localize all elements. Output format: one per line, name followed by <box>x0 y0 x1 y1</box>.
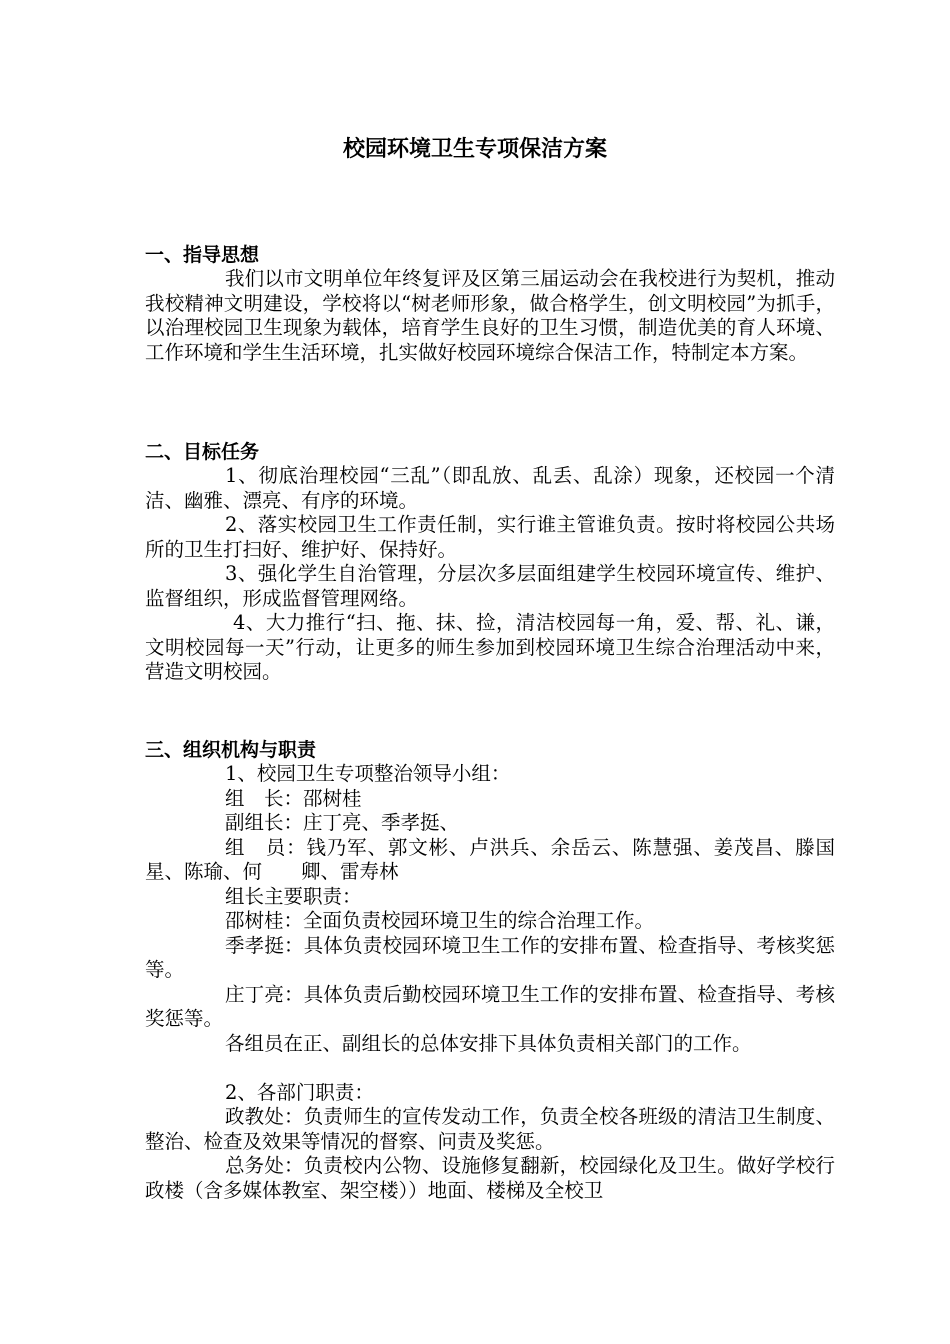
paragraph: 2、各部门职责： <box>225 1080 374 1104</box>
paragraph: 政教处：负责师生的宣传发动工作，负责全校各班级的清洁卫生制度、整治、检查及效果等情况的督察、问责及奖惩。 <box>145 1105 835 1153</box>
paragraph: 各组员在正、副组长的总体安排下具体负责相关部门的工作。 <box>225 1031 752 1055</box>
paragraph: 邵树桂：全面负责校园环境卫生的综合治理工作。 <box>225 909 655 932</box>
paragraph: 组 员：钱乃军、郭文彬、卢洪兵、余岳云、陈慧强、姜茂昌、滕国星、陈瑜、何 卿、雷寿林 <box>145 835 835 883</box>
paragraph: 庄丁亮：具体负责后勤校园环境卫生工作的安排布置、检查指导、考核奖惩等。 <box>145 982 835 1030</box>
paragraph: 我们以市文明单位年终复评及区第三届运动会在我校进行为契机，推动我校精神文明建设，学校将以“树老师形象，做合格学生，创文明校园”为抓手，以治理校园卫生现象为载体，培育学生良好的卫生习惯，制造优美的育人环境、工作环境和学生生活环境，扎实做好校园环境综合保洁工作，特制定本方案。 <box>145 267 835 364</box>
paragraph: 1、彻底治理校园“三乱”（即乱放、乱丢、乱涂）现象，还校园一个清洁、幽雅、漂亮、有序的环境。 <box>145 464 835 512</box>
document-title: 校园环境卫生专项保洁方案 <box>342 137 607 162</box>
paragraph: 组长主要职责： <box>225 884 362 908</box>
paragraph: 4、大力推行“扫、拖、抹、捡，清洁校园每一角，爱、帮、礼、谦，文明校园每一天”行动，让更多的师生参加到校园环境卫生综合治理活动中来，营造文明校园。 <box>145 611 835 683</box>
section-heading: 二、目标任务 <box>145 441 260 463</box>
paragraph: 副组长：庄丁亮、季孝挺、 <box>225 811 460 834</box>
section-heading: 三、组织机构与职责 <box>145 739 317 761</box>
section-goals-tasks <box>145 440 835 685</box>
paragraph: 组 长：邵树桂 <box>225 786 362 810</box>
blank-line <box>145 1056 835 1081</box>
section-heading: 一、指导思想 <box>145 244 260 266</box>
paragraph: 3、强化学生自治管理，分层次多层面组建学生校园环境宣传、维护、监督组织，形成监督管理网络。 <box>145 562 835 610</box>
paragraph: 2、落实校园卫生工作责任制，实行谁主管谁负责。按时将校园公共场所的卫生打扫好、维护好、保持好。 <box>145 513 835 561</box>
paragraph: 总务处：负责校内公物、设施修复翻新，校园绿化及卫生。做好学校行政楼（含多媒体教室、架空楼））地面、楼梯及全校卫 <box>145 1154 835 1202</box>
section-organization-duties <box>145 738 835 1203</box>
paragraph: 1、校园卫生专项整治领导小组： <box>225 762 511 785</box>
paragraph: 季孝挺：具体负责校园环境卫生工作的安排布置、检查指导、考核奖惩等。 <box>145 933 835 981</box>
section-guiding-ideology <box>145 243 835 365</box>
